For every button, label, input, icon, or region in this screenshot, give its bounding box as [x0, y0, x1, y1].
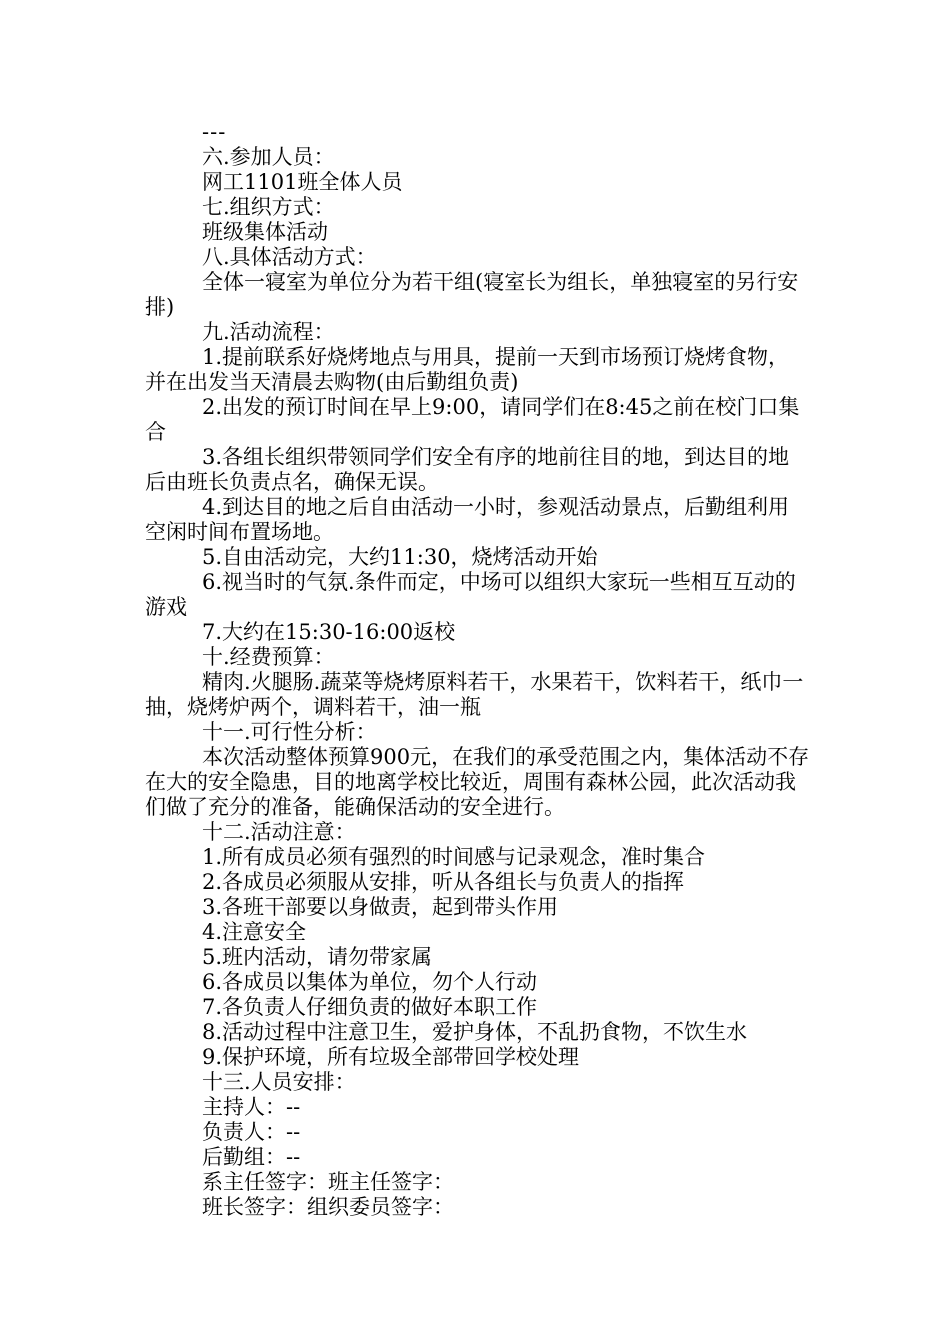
signature-line-director: 系主任签字：班主任签字：: [202, 1170, 454, 1194]
section-heading-activity-flow: 九.活动流程：: [202, 320, 335, 344]
logistics-line: 后勤组：--: [202, 1145, 301, 1169]
note-item-4: 4.注意安全: [202, 920, 307, 944]
note-item-3: 3.各班干部要以身做责，起到带头作用: [202, 895, 559, 919]
participants-text: 网工1101班全体人员: [202, 170, 403, 194]
note-item-6: 6.各成员以集体为单位，勿个人行动: [202, 970, 538, 994]
budget-text: 精肉.火腿肠.蔬菜等烧烤原料若干，水果若干，饮料若干，纸巾一抽，烧烤炉两个，调料若干，油一瓶: [145, 670, 804, 719]
section-heading-organization: 七.组织方式：: [202, 195, 335, 219]
note-item-1: 1.所有成员必须有强烈的时间感与记录观念，准时集合: [202, 845, 706, 869]
flow-step-3: 3.各组长组织带领同学们安全有序的地前往目的地，到达目的地后由班长负责点名，确保无误。: [145, 445, 790, 494]
note-item-7: 7.各负责人仔细负责的做好本职工作: [202, 995, 538, 1019]
section-heading-activity-method: 八.具体活动方式：: [202, 245, 377, 269]
note-item-8: 8.活动过程中注意卫生，爱护身体，不乱扔食物，不饮生水: [202, 1020, 748, 1044]
note-item-9: 9.保护环境，所有垃圾全部带回学校处理: [202, 1045, 580, 1069]
note-item-2: 2.各成员必须服从安排，听从各组长与负责人的指挥: [202, 870, 685, 894]
flow-step-1: 1.提前联系好烧烤地点与用具，提前一天到市场预订烧烤食物，并在出发当天清晨去购物(由后勤组负责): [145, 345, 790, 394]
organization-text: 班级集体活动: [202, 220, 328, 244]
feasibility-text: 本次活动整体预算900元，在我们的承受范围之内，集体活动不存在大的安全隐患，目的地离学校比较近，周围有森林公园，此次活动我们做了充分的准备，能确保活动的安全进行。: [145, 745, 810, 819]
flow-step-4: 4.到达目的地之后自由活动一小时，参观活动景点，后勤组利用空闲时间布置场地。: [145, 495, 790, 544]
host-line: 主持人：--: [202, 1095, 301, 1119]
signature-line-monitor: 班长签字：组织委员签字：: [202, 1195, 454, 1219]
flow-step-5: 5.自由活动完，大约11:30，烧烤活动开始: [202, 545, 598, 569]
document-body: [145, 120, 810, 1220]
section-heading-staffing: 十三.人员安排：: [202, 1070, 356, 1094]
flow-step-7: 7.大约在15:30-16:00返校: [202, 620, 456, 644]
separator-dashes: ---: [202, 120, 227, 144]
flow-step-2: 2.出发的预订时间在早上9:00，请同学们在8:45之前在校门口集合: [145, 395, 800, 444]
note-item-5: 5.班内活动，请勿带家属: [202, 945, 433, 969]
section-heading-notes: 十二.活动注意：: [202, 820, 356, 844]
activity-method-text: 全体一寝室为单位分为若干组(寝室长为组长，单独寝室的另行安排): [145, 270, 799, 319]
person-in-charge-line: 负责人：--: [202, 1120, 301, 1144]
section-heading-feasibility: 十一.可行性分析：: [202, 720, 377, 744]
section-heading-participants: 六.参加人员：: [202, 145, 335, 169]
section-heading-budget: 十.经费预算：: [202, 645, 335, 669]
flow-step-6: 6.视当时的气氛.条件而定，中场可以组织大家玩一些相互互动的游戏: [145, 570, 796, 619]
